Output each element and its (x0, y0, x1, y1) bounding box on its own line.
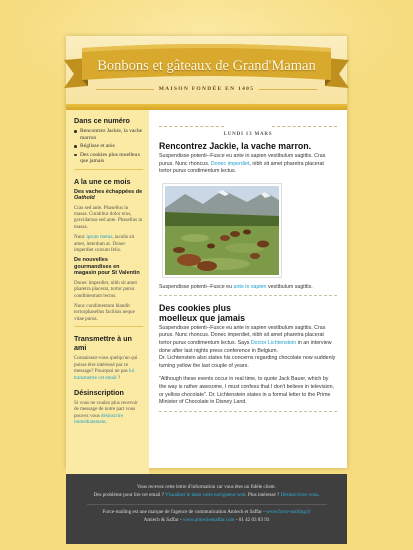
unsubscribe-text-body: Si vous ne voulez plus recevoir de message de notre part vous pouvez vous (74, 399, 138, 419)
forward-text-end: ? (116, 374, 121, 381)
sidebar-divider (74, 326, 143, 327)
tagline-rule-right (259, 89, 317, 90)
footer-divider (87, 504, 327, 505)
caption-rest: vestibulum sagittis. (266, 283, 313, 290)
story1-p2-rest: , iaculis sit amet, interdum at. Donec imperdiet cursum felis. (74, 234, 135, 253)
footer-agency (66, 509, 347, 517)
agency-site-link[interactable]: www.amiechetsaffar.com (182, 516, 235, 523)
footer-links (66, 492, 347, 500)
issue-item[interactable]: Rencontrez Jackie, la vache marron (74, 128, 143, 141)
date-rule-left (159, 126, 224, 127)
unsubscribe-footer-link[interactable]: Désinscrivez-vous (280, 491, 319, 498)
footer-contact-text: Amiech & Saffar - (143, 516, 183, 523)
article1-link[interactable]: Donec imperdiet (210, 160, 250, 167)
footer-phone: - 01 42 03 83 93 (234, 516, 270, 523)
article2-link[interactable]: Doctor Lichtenstein (250, 339, 297, 346)
article1-title: Rencontrez Jackie, la vache marron. (159, 141, 312, 151)
story2-paragraph-2: Nunc condimentum blandit tortorphasellus facilisis neque vitae purus. (74, 303, 135, 322)
view-in-browser-link[interactable]: Visualiser le dans votre navigateur web (165, 491, 246, 498)
unsubscribe-text-end: . (105, 419, 107, 426)
tagline: MAISON FONDÉE EN 1405 (158, 86, 255, 92)
article2-body-2: Dr. Lichtenstein also states his concerns regarding chocolate now suddenly turning yellow the last couple of years. (159, 355, 336, 369)
article2-title: Des cookies plus moelleux que jamais (159, 302, 246, 323)
caption-text: Suspendisse potenti--Fusce eu (159, 283, 234, 290)
article2-body-rest: in an interview done after last nights press conference in Belgium. (159, 339, 332, 354)
forward-text (74, 355, 143, 381)
sidebar (66, 110, 149, 474)
footer-links-text: Des problème pour lire cet email ? (93, 491, 166, 498)
forward-heading: Transmettre à un ami (74, 334, 132, 353)
date-rule-right (272, 126, 337, 127)
in-this-issue-heading: Dans ce numéro (74, 116, 130, 125)
cows-photo-image (165, 186, 279, 275)
newsletter-title: Bonbons et gâteaux de Grand'Maman (97, 58, 316, 74)
footer-links-mid: . Plus intéressé ? (245, 491, 281, 498)
article2-quote: "Although these events occur in real time, to quote Jack Bauer, which by the way is rather awesome, I must confess that I don't believe in television, or yellow chocolate". Dr. Lichtenstein states in a formal letter to the Prime Minister of Chocolate in Disney Land. (159, 376, 335, 406)
issue-date: LUNDI 13 MARS (220, 132, 277, 137)
article2-body (159, 325, 337, 355)
forward-link[interactable]: lui transmettre cet email (74, 368, 135, 381)
forward-text-body: Connaissez-vous quelqu'un qui puisse être intéressé par ce message? Pourquoi ne pas (74, 355, 138, 375)
story2-title: De nouvelles gourmandises en magasin pour St Valentin (74, 257, 140, 277)
article1-body-rest: , nibh sit amet pharetra placerat tortor purus condimentum lectus. (159, 160, 324, 175)
story1-title (74, 189, 143, 202)
photo-caption (159, 284, 337, 290)
story1-link[interactable]: ipsum metus (86, 234, 113, 241)
story1-title-em: Oathold (74, 195, 95, 201)
article-end-divider (159, 411, 337, 412)
story1-paragraph-2 (74, 234, 143, 253)
issue-item[interactable]: Des cookies plus moelleux que jamais (74, 152, 143, 165)
force-mailing-link[interactable]: www.force-mailing.fr (266, 509, 311, 515)
date-row (159, 122, 337, 137)
article1-body (159, 153, 337, 176)
story2-paragraph: Donec imperdiet, nibh sit amet pharetra placerat, tortor purus condimentum lectus. (74, 279, 137, 299)
story1-paragraph: Cras sed ante. Phasellus in massa. Curabitur dolor eros, gravidarsus sed ante. Phasellus in massa. (74, 204, 143, 230)
story1-title-text: Des vaches échappées de (74, 188, 143, 195)
story1-p2-text: Nunc (74, 234, 87, 241)
footer-links-end: . (318, 491, 320, 498)
unsubscribe-text (74, 400, 143, 426)
in-this-issue-list (74, 128, 143, 165)
cows-photo (162, 183, 282, 278)
sidebar-divider (74, 169, 143, 170)
footer (66, 474, 347, 544)
front-page-heading: A la une ce mois (74, 176, 131, 186)
unsubscribe-heading: Désinscription (74, 387, 124, 397)
unsubscribe-link[interactable]: désinscrire immédiatement (74, 412, 123, 426)
article2-body-text: Suspendisse potenti--Fusce eu ante in sapien vestibulum sagittis. Cras purus. Nunc rhoncus. Donec imperdiet, nibh sit amet pharetra placerat tortor purus condimentum lectus. Says (159, 324, 326, 346)
main-content (149, 110, 347, 468)
footer-contact (66, 517, 347, 525)
article1-body-text: Suspendisse potenti--Fusce eu ante in sapien vestibulum sagittis. Cras purus. Nunc rhoncus. (159, 153, 326, 167)
footer-agency-text: Force-mailing est une marque de l'agence de communication Amiech et Saffar - (102, 509, 267, 515)
caption-link[interactable]: ante in sapien (233, 283, 267, 290)
footer-reason: Vous recevez cette lettre d'information car vous êtes un fidèle client. (136, 484, 276, 490)
issue-item[interactable]: Réglisse et anis (74, 143, 143, 150)
article-divider (159, 295, 337, 296)
